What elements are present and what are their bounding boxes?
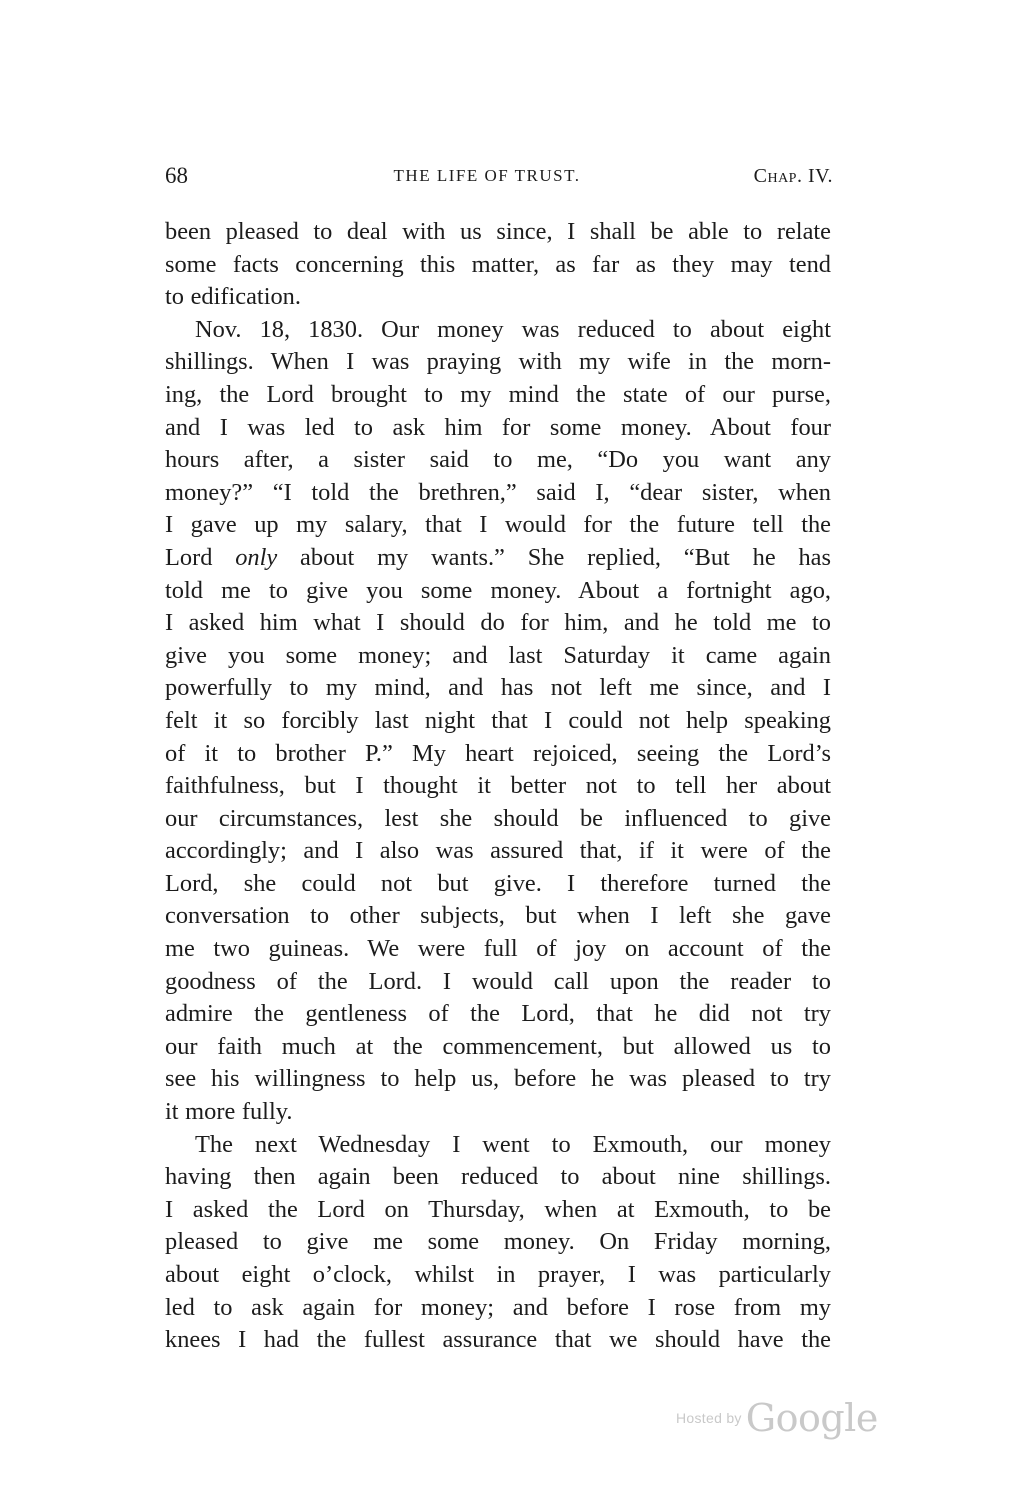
chapter-reference: Chap. IV.	[753, 165, 833, 187]
text-line: money?” “I told the brethren,” said I, “dear sister, when	[165, 478, 831, 506]
text-line: and I was led to ask him for some money. About four	[165, 413, 831, 441]
text-line: of it to brother P.” My heart rejoiced, seeing the Lord’s	[165, 739, 831, 767]
text-line: goodness of the Lord. I would call upon the reader to	[165, 967, 831, 995]
text-line: see his willingness to help us, before he was pleased to try	[165, 1065, 831, 1093]
text-line: powerfully to my mind, and has not left me since, and I	[165, 674, 831, 702]
text-line: conversation to other subjects, but when I left she gave	[165, 902, 831, 930]
text-line: having then again been reduced to about nine shillings.	[165, 1163, 831, 1191]
text-line: knees I had the fullest assurance that we should have the	[165, 1326, 831, 1354]
text-line: some facts concerning this matter, as far as they may tend	[165, 250, 831, 278]
text-line: been pleased to deal with us since, I shall be able to relate	[165, 218, 831, 245]
watermark-brand: Google	[745, 1396, 878, 1440]
text-line: accordingly; and I also was assured that, if it were of the	[165, 837, 831, 865]
watermark-prefix: Hosted by	[676, 1410, 742, 1426]
text-line: faithfulness, but I thought it better not to tell her about	[165, 772, 831, 800]
text-line: give you some money; and last Saturday it came again	[165, 641, 831, 669]
text-line: to edification.	[165, 283, 301, 311]
running-title: THE LIFE OF TRUST.	[393, 166, 581, 185]
text-line: about eight o’clock, whilst in prayer, I was particularly	[165, 1261, 831, 1288]
text-line: The next Wednesday I went to Exmouth, our money	[195, 1130, 831, 1158]
text-line: I gave up my salary, that I would for the future tell the	[165, 511, 831, 539]
paragraph	[165, 314, 831, 1129]
text-line: I asked the Lord on Thursday, when at Exmouth, to be	[165, 1195, 831, 1223]
text-line: felt it so forcibly last night that I could not help speaking	[165, 706, 831, 734]
emphasis: only	[235, 543, 278, 571]
text-line: Nov. 18, 1830. Our money was reduced to about eight	[195, 315, 831, 343]
text-line: led to ask again for money; and before I rose from my	[165, 1293, 831, 1321]
text-line: me two guineas. We were full of joy on account of the	[165, 935, 831, 963]
page-number: 68	[165, 163, 188, 188]
text-line: pleased to give me some money. On Friday morning,	[165, 1228, 831, 1256]
text-line: it more fully.	[165, 1098, 293, 1126]
text-line: shillings. When I was praying with my wife in the morn-	[165, 348, 831, 376]
body-text	[165, 216, 831, 1357]
text-line: admire the gentleness of the Lord, that he did not try	[165, 1000, 831, 1028]
text-line: hours after, a sister said to me, “Do you want any	[165, 446, 831, 474]
running-head	[165, 160, 833, 192]
text-line: told me to give you some money. About a fortnight ago,	[165, 576, 831, 604]
hosted-by-watermark	[676, 1388, 878, 1438]
text-line: Lord only about my wants.” She replied, “But he has	[165, 543, 831, 571]
text-line: our circumstances, lest she should be influenced to give	[165, 804, 831, 832]
text-line: our faith much at the commencement, but allowed us to	[165, 1032, 831, 1060]
text-line: I asked him what I should do for him, and he told me to	[165, 609, 831, 637]
text-line: ing, the Lord brought to my mind the state of our purse,	[165, 380, 831, 408]
paragraph	[165, 1129, 831, 1357]
text-line: Lord, she could not but give. I therefore turned the	[165, 869, 831, 897]
paragraph	[165, 216, 831, 314]
